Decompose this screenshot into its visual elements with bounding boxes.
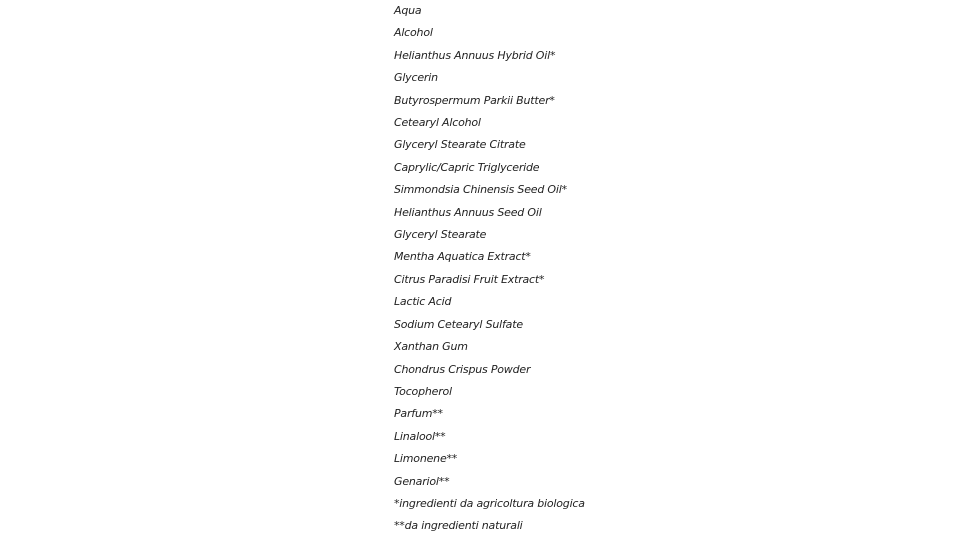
ingredient-item: Genariol**	[394, 474, 450, 488]
ingredient-item: Caprylic/Capric Triglyceride	[394, 160, 540, 174]
ingredient-item: Lactic Acid	[394, 295, 452, 309]
ingredient-item: Glyceryl Stearate Citrate	[394, 138, 526, 152]
ingredient-item: Helianthus Annuus Hybrid Oil*	[394, 48, 556, 62]
ingredient-item: Parfum**	[394, 407, 443, 421]
ingredient-item: Alcohol	[394, 26, 433, 40]
ingredient-item: Butyrospermum Parkii Butter*	[394, 93, 555, 107]
footnote-natural: **da ingredienti naturali	[394, 519, 523, 533]
ingredient-item: Tocopherol	[394, 384, 452, 398]
ingredient-item: Chondrus Crispus Powder	[394, 362, 531, 376]
ingredient-item: Helianthus Annuus Seed Oil	[394, 205, 542, 219]
ingredient-item: Citrus Paradisi Fruit Extract*	[394, 272, 545, 286]
ingredient-item: Xanthan Gum	[394, 340, 468, 354]
ingredient-item: Mentha Aquatica Extract*	[394, 250, 531, 264]
ingredient-item: Sodium Cetearyl Sulfate	[394, 317, 523, 331]
ingredient-item: Aqua	[394, 4, 422, 17]
ingredient-item: Cetearyl Alcohol	[394, 116, 481, 130]
ingredient-item: Glycerin	[394, 71, 438, 85]
ingredient-item: Linalool**	[394, 429, 446, 443]
ingredient-item: Simmondsia Chinensis Seed Oil*	[394, 183, 567, 197]
ingredient-item: Limonene**	[394, 452, 458, 466]
footnote-organic: *ingredienti da agricoltura biologica	[394, 496, 585, 510]
ingredient-list	[394, 0, 585, 538]
ingredient-item: Glyceryl Stearate	[394, 228, 487, 242]
